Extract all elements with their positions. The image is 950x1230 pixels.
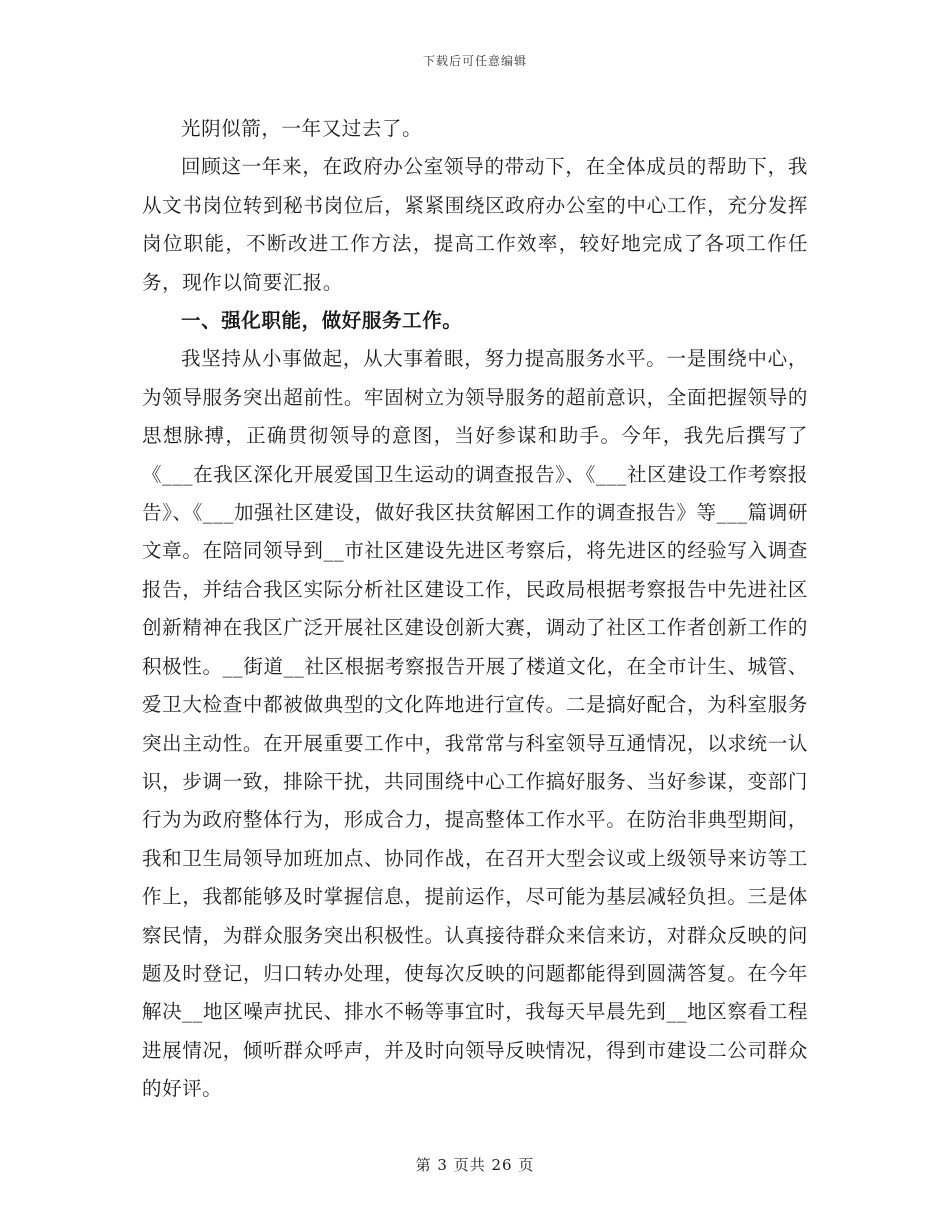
- page-footer: 第 3 页共 26 页: [415, 1156, 535, 1174]
- section-heading: 一、强化职能，做好服务工作。: [181, 309, 463, 333]
- paragraph-service: 我坚持从小事做起，从大事着眼，努力提高服务水平。一是围绕中心，为领导服务突出超前性。牢固树立为领导服务的超前意识，全面把握领导的思想脉搏，正确贯彻领导的意图，当好参谋和助手。今年，我先后撰写了《___在我区深化开展爱国卫生运动的调查报告》、《___社区建设工作考察报告》、《___加强社区建设，做好我区扶贫解困工作的调查报告》等___篇调研文章。在陪同领导到__市社区建设先进区考察后，将先进区的经验写入调查报告，并结合我区实际分析社区建设工作，民政局根据考察报告中先进社区创新精神在我区广泛开展社区建设创新大赛，调动了社区工作者创新工作的积极性。__街道__社区根据考察报告开展了楼道文化，在全市计生、城管、爱卫大检查中都被做典型的文化阵地进行宣传。二是搞好配合，为科室服务突出主动性。在开展重要工作中，我常常与科室领导互通情况，以求统一认识，步调一致，排除干扰，共同围绕中心工作搞好服务、当好参谋，变部门行为为政府整体行为，形成合力，提高整体工作水平。在防治非典型期间，我和卫生局领导加班加点、协同作战，在召开大型会议或上级领导来访等工作上，我都能够及时掌握信息，提前运作，尽可能为基层减轻负担。三是体察民情，为群众服务突出积极性。认真接待群众来信来访，对群众反映的问题及时登记，归口转办处理，使每次反映的问题都能得到圆满答复。在今年解决__地区噪声扰民、排水不畅等事宜时，我每天早晨先到__地区察看工程进展情况，倾听群众呼声，并及时向领导反映情况，得到市建设二公司群众的好评。: [142, 347, 808, 1101]
- paragraph-intro: 光阴似箭，一年又过去了。: [181, 117, 423, 140]
- document-body: [142, 110, 808, 1109]
- paragraph-review: 回顾这一年来，在政府办公室领导的带动下，在全体成员的帮助下，我从文书岗位转到秘书岗位后，紧紧围绕区政府办公室的中心工作，充分发挥岗位职能，不断改进工作方法，提高工作效率，较好地完成了各项工作任务，现作以简要汇报。: [142, 155, 808, 294]
- header-note: 下载后可任意编辑: [422, 54, 527, 68]
